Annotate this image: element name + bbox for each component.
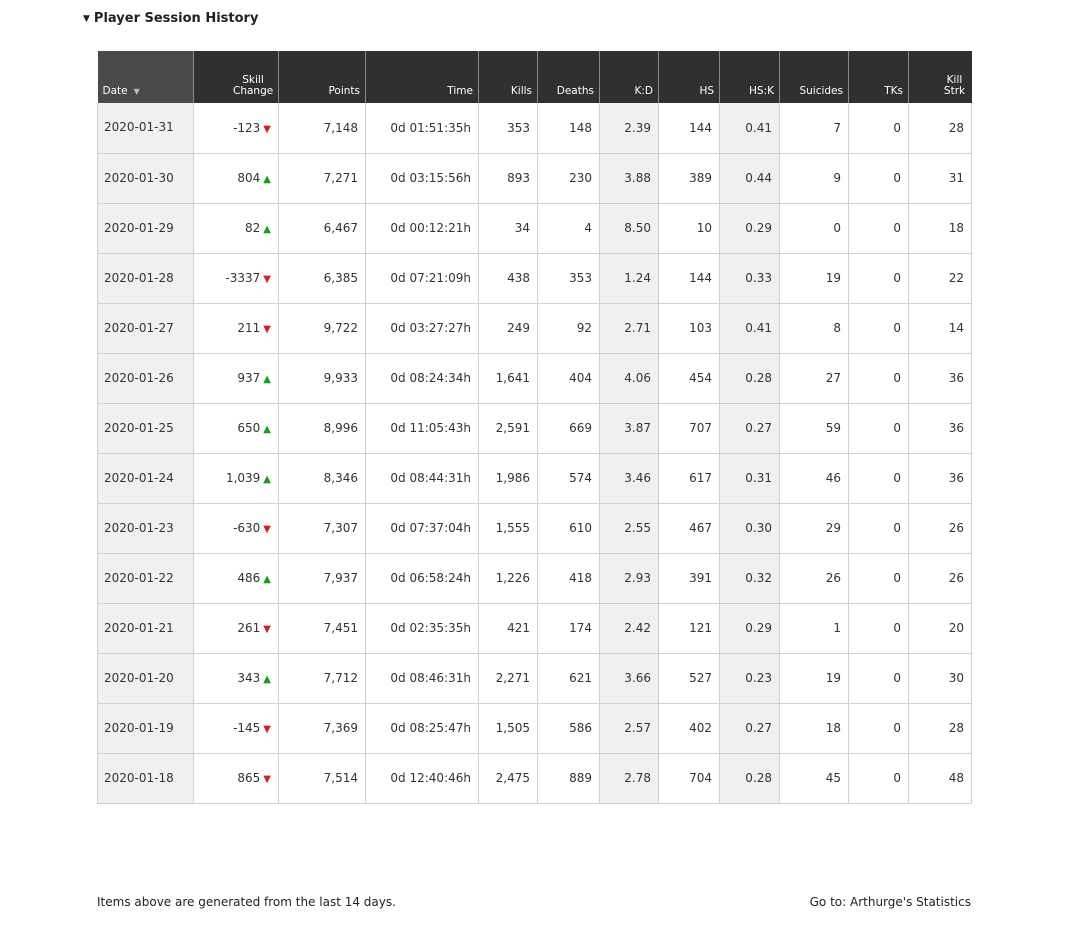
skill-change-value: 865 bbox=[237, 771, 261, 785]
cell-skill-change bbox=[194, 153, 279, 203]
cell-deaths: 174 bbox=[538, 603, 600, 653]
cell-kills: 1,505 bbox=[479, 703, 538, 753]
column-header-points[interactable]: Points bbox=[279, 51, 366, 103]
cell-hsk: 0.23 bbox=[720, 653, 780, 703]
arrow-down-icon: ▼ bbox=[263, 274, 271, 285]
cell-suicides: 45 bbox=[780, 753, 849, 803]
cell-time: 0d 08:24:34h bbox=[366, 353, 479, 403]
arrow-down-icon: ▼ bbox=[263, 774, 271, 785]
cell-suicides: 27 bbox=[780, 353, 849, 403]
cell-hsk: 0.30 bbox=[720, 503, 780, 553]
cell-kills: 2,271 bbox=[479, 653, 538, 703]
cell-suicides: 8 bbox=[780, 303, 849, 353]
cell-hsk: 0.32 bbox=[720, 553, 780, 603]
cell-points: 7,451 bbox=[279, 603, 366, 653]
cell-suicides: 9 bbox=[780, 153, 849, 203]
cell-kd: 2.71 bbox=[600, 303, 659, 353]
cell-kill-streak: 18 bbox=[909, 203, 972, 253]
cell-tks: 0 bbox=[849, 203, 909, 253]
cell-time: 0d 11:05:43h bbox=[366, 403, 479, 453]
cell-kill-streak: 36 bbox=[909, 403, 972, 453]
cell-suicides: 19 bbox=[780, 653, 849, 703]
skill-change-value: 343 bbox=[237, 671, 261, 685]
column-header-suicides[interactable]: Suicides bbox=[780, 51, 849, 103]
cell-deaths: 574 bbox=[538, 453, 600, 503]
skill-change-value: 82 bbox=[245, 221, 261, 235]
skill-change-value: 211 bbox=[237, 321, 261, 335]
cell-tks: 0 bbox=[849, 453, 909, 503]
cell-date: 2020-01-29 bbox=[98, 203, 194, 253]
column-header-kills[interactable]: Kills bbox=[479, 51, 538, 103]
cell-deaths: 404 bbox=[538, 353, 600, 403]
column-header-kill-streak[interactable]: Kill Strk bbox=[909, 51, 972, 103]
cell-time: 0d 08:25:47h bbox=[366, 703, 479, 753]
cell-points: 6,385 bbox=[279, 253, 366, 303]
cell-points: 7,712 bbox=[279, 653, 366, 703]
cell-kill-streak: 36 bbox=[909, 353, 972, 403]
table-row bbox=[98, 353, 972, 403]
cell-kills: 353 bbox=[479, 103, 538, 153]
cell-hs: 454 bbox=[659, 353, 720, 403]
cell-kills: 1,555 bbox=[479, 503, 538, 553]
triangle-down-icon: ▼ bbox=[83, 13, 90, 24]
cell-skill-change bbox=[194, 403, 279, 453]
cell-skill-change bbox=[194, 753, 279, 803]
cell-tks: 0 bbox=[849, 253, 909, 303]
sort-down-icon: ▼ bbox=[133, 87, 140, 96]
table-row bbox=[98, 753, 972, 803]
column-header-skill-change[interactable]: Skill Change bbox=[194, 51, 279, 103]
cell-suicides: 7 bbox=[780, 103, 849, 153]
cell-time: 0d 01:51:35h bbox=[366, 103, 479, 153]
cell-kills: 2,475 bbox=[479, 753, 538, 803]
cell-kill-streak: 20 bbox=[909, 603, 972, 653]
cell-deaths: 610 bbox=[538, 503, 600, 553]
cell-date: 2020-01-19 bbox=[98, 703, 194, 753]
column-header-kd[interactable]: K:D bbox=[600, 51, 659, 103]
cell-hs: 144 bbox=[659, 103, 720, 153]
cell-hs: 389 bbox=[659, 153, 720, 203]
cell-skill-change bbox=[194, 453, 279, 503]
cell-suicides: 0 bbox=[780, 203, 849, 253]
cell-tks: 0 bbox=[849, 703, 909, 753]
cell-hs: 144 bbox=[659, 253, 720, 303]
section-title: Player Session History bbox=[93, 11, 259, 26]
session-history-table bbox=[97, 51, 972, 804]
cell-date: 2020-01-26 bbox=[98, 353, 194, 403]
table-row bbox=[98, 253, 972, 303]
cell-hsk: 0.33 bbox=[720, 253, 780, 303]
cell-tks: 0 bbox=[849, 553, 909, 603]
player-statistics-link[interactable]: Arthurge's Statistics bbox=[849, 895, 971, 909]
cell-time: 0d 12:40:46h bbox=[366, 753, 479, 803]
cell-hsk: 0.27 bbox=[720, 403, 780, 453]
column-header-time[interactable]: Time bbox=[366, 51, 479, 103]
cell-hsk: 0.27 bbox=[720, 703, 780, 753]
cell-deaths: 148 bbox=[538, 103, 600, 153]
cell-hs: 391 bbox=[659, 553, 720, 603]
cell-deaths: 586 bbox=[538, 703, 600, 753]
cell-hs: 707 bbox=[659, 403, 720, 453]
cell-hs: 467 bbox=[659, 503, 720, 553]
cell-suicides: 1 bbox=[780, 603, 849, 653]
cell-kill-streak: 22 bbox=[909, 253, 972, 303]
cell-points: 7,271 bbox=[279, 153, 366, 203]
arrow-up-icon: ▲ bbox=[263, 424, 271, 435]
cell-points: 7,937 bbox=[279, 553, 366, 603]
cell-kd: 4.06 bbox=[600, 353, 659, 403]
table-row bbox=[98, 653, 972, 703]
cell-date: 2020-01-18 bbox=[98, 753, 194, 803]
cell-suicides: 18 bbox=[780, 703, 849, 753]
cell-hsk: 0.41 bbox=[720, 103, 780, 153]
cell-kills: 249 bbox=[479, 303, 538, 353]
cell-hsk: 0.29 bbox=[720, 603, 780, 653]
table-row bbox=[98, 403, 972, 453]
cell-time: 0d 07:21:09h bbox=[366, 253, 479, 303]
skill-change-value: 1,039 bbox=[225, 471, 261, 485]
cell-kill-streak: 28 bbox=[909, 703, 972, 753]
cell-suicides: 29 bbox=[780, 503, 849, 553]
table-row bbox=[98, 303, 972, 353]
column-header-hs[interactable]: HS bbox=[659, 51, 720, 103]
table-header-row bbox=[98, 51, 972, 103]
cell-deaths: 669 bbox=[538, 403, 600, 453]
cell-date: 2020-01-24 bbox=[98, 453, 194, 503]
skill-change-value: -3337 bbox=[225, 271, 261, 285]
cell-skill-change bbox=[194, 653, 279, 703]
cell-deaths: 4 bbox=[538, 203, 600, 253]
cell-date: 2020-01-21 bbox=[98, 603, 194, 653]
cell-skill-change bbox=[194, 353, 279, 403]
cell-time: 0d 03:27:27h bbox=[366, 303, 479, 353]
cell-date: 2020-01-30 bbox=[98, 153, 194, 203]
cell-tks: 0 bbox=[849, 653, 909, 703]
cell-hs: 10 bbox=[659, 203, 720, 253]
cell-kd: 3.46 bbox=[600, 453, 659, 503]
cell-hsk: 0.31 bbox=[720, 453, 780, 503]
cell-kill-streak: 14 bbox=[909, 303, 972, 353]
cell-kill-streak: 36 bbox=[909, 453, 972, 503]
cell-points: 9,722 bbox=[279, 303, 366, 353]
column-header-tks[interactable]: TKs bbox=[849, 51, 909, 103]
skill-change-value: 937 bbox=[237, 371, 261, 385]
cell-skill-change bbox=[194, 203, 279, 253]
cell-date: 2020-01-22 bbox=[98, 553, 194, 603]
cell-deaths: 621 bbox=[538, 653, 600, 703]
cell-kills: 2,591 bbox=[479, 403, 538, 453]
cell-skill-change bbox=[194, 103, 279, 153]
column-header-hsk[interactable]: HS:K bbox=[720, 51, 780, 103]
cell-tks: 0 bbox=[849, 103, 909, 153]
cell-suicides: 19 bbox=[780, 253, 849, 303]
skill-change-value: -123 bbox=[233, 120, 261, 135]
cell-time: 0d 06:58:24h bbox=[366, 553, 479, 603]
cell-points: 8,996 bbox=[279, 403, 366, 453]
table-body bbox=[98, 103, 972, 803]
table-row bbox=[98, 103, 972, 153]
column-header-date[interactable]: Date ▼ bbox=[98, 51, 194, 103]
table-row bbox=[98, 553, 972, 603]
cell-kills: 1,226 bbox=[479, 553, 538, 603]
arrow-up-icon: ▲ bbox=[263, 474, 271, 485]
cell-date: 2020-01-23 bbox=[98, 503, 194, 553]
cell-deaths: 418 bbox=[538, 553, 600, 603]
cell-suicides: 46 bbox=[780, 453, 849, 503]
cell-kill-streak: 28 bbox=[909, 103, 972, 153]
cell-kd: 2.78 bbox=[600, 753, 659, 803]
cell-kd: 2.55 bbox=[600, 503, 659, 553]
footer-note: Items above are generated from the last 14 days. bbox=[97, 895, 396, 909]
cell-hsk: 0.41 bbox=[720, 303, 780, 353]
cell-points: 7,369 bbox=[279, 703, 366, 753]
table-row bbox=[98, 603, 972, 653]
cell-kills: 1,641 bbox=[479, 353, 538, 403]
cell-tks: 0 bbox=[849, 153, 909, 203]
skill-change-value: 804 bbox=[237, 171, 261, 185]
arrow-down-icon: ▼ bbox=[263, 123, 271, 135]
table-row bbox=[98, 153, 972, 203]
cell-points: 8,346 bbox=[279, 453, 366, 503]
cell-date: 2020-01-27 bbox=[98, 303, 194, 353]
cell-time: 0d 07:37:04h bbox=[366, 503, 479, 553]
arrow-up-icon: ▲ bbox=[263, 574, 271, 585]
cell-kill-streak: 31 bbox=[909, 153, 972, 203]
cell-points: 6,467 bbox=[279, 203, 366, 253]
cell-hs: 704 bbox=[659, 753, 720, 803]
cell-kills: 34 bbox=[479, 203, 538, 253]
cell-tks: 0 bbox=[849, 303, 909, 353]
cell-points: 9,933 bbox=[279, 353, 366, 403]
footer-goto bbox=[810, 895, 971, 909]
cell-kd: 2.57 bbox=[600, 703, 659, 753]
cell-kd: 2.39 bbox=[600, 103, 659, 153]
goto-prefix: Go to: bbox=[809, 895, 850, 909]
cell-time: 0d 03:15:56h bbox=[366, 153, 479, 203]
cell-hs: 121 bbox=[659, 603, 720, 653]
cell-hs: 617 bbox=[659, 453, 720, 503]
skill-change-value: 261 bbox=[237, 621, 261, 635]
column-header-deaths[interactable]: Deaths bbox=[538, 51, 600, 103]
cell-points: 7,514 bbox=[279, 753, 366, 803]
cell-skill-change bbox=[194, 253, 279, 303]
cell-tks: 0 bbox=[849, 753, 909, 803]
skill-change-value: 650 bbox=[237, 421, 261, 435]
cell-kill-streak: 30 bbox=[909, 653, 972, 703]
cell-tks: 0 bbox=[849, 603, 909, 653]
cell-time: 0d 08:44:31h bbox=[366, 453, 479, 503]
arrow-up-icon: ▲ bbox=[263, 374, 271, 385]
cell-skill-change bbox=[194, 553, 279, 603]
cell-kills: 421 bbox=[479, 603, 538, 653]
cell-points: 7,148 bbox=[279, 103, 366, 153]
cell-kd: 3.87 bbox=[600, 403, 659, 453]
cell-time: 0d 02:35:35h bbox=[366, 603, 479, 653]
cell-hsk: 0.29 bbox=[720, 203, 780, 253]
arrow-down-icon: ▼ bbox=[263, 324, 271, 335]
cell-hs: 402 bbox=[659, 703, 720, 753]
cell-kd: 3.66 bbox=[600, 653, 659, 703]
cell-date: 2020-01-31 bbox=[98, 103, 194, 153]
cell-tks: 0 bbox=[849, 353, 909, 403]
section-toggle[interactable] bbox=[83, 11, 258, 26]
cell-kills: 893 bbox=[479, 153, 538, 203]
cell-kd: 3.88 bbox=[600, 153, 659, 203]
cell-hsk: 0.28 bbox=[720, 353, 780, 403]
cell-time: 0d 00:12:21h bbox=[366, 203, 479, 253]
cell-skill-change bbox=[194, 303, 279, 353]
cell-hsk: 0.28 bbox=[720, 753, 780, 803]
skill-change-value: -630 bbox=[233, 521, 261, 535]
cell-kill-streak: 26 bbox=[909, 503, 972, 553]
cell-kill-streak: 48 bbox=[909, 753, 972, 803]
cell-tks: 0 bbox=[849, 503, 909, 553]
cell-points: 7,307 bbox=[279, 503, 366, 553]
cell-date: 2020-01-25 bbox=[98, 403, 194, 453]
arrow-up-icon: ▲ bbox=[263, 224, 271, 235]
cell-tks: 0 bbox=[849, 403, 909, 453]
cell-hsk: 0.44 bbox=[720, 153, 780, 203]
arrow-down-icon: ▼ bbox=[263, 524, 271, 535]
cell-kd: 1.24 bbox=[600, 253, 659, 303]
arrow-down-icon: ▼ bbox=[263, 724, 271, 735]
cell-hs: 103 bbox=[659, 303, 720, 353]
table-row bbox=[98, 203, 972, 253]
table-row bbox=[98, 503, 972, 553]
skill-change-value: 486 bbox=[237, 571, 261, 585]
arrow-up-icon: ▲ bbox=[263, 674, 271, 685]
arrow-down-icon: ▼ bbox=[263, 624, 271, 635]
cell-deaths: 889 bbox=[538, 753, 600, 803]
skill-change-value: -145 bbox=[233, 721, 261, 735]
cell-kills: 438 bbox=[479, 253, 538, 303]
cell-hs: 527 bbox=[659, 653, 720, 703]
cell-deaths: 230 bbox=[538, 153, 600, 203]
cell-kd: 8.50 bbox=[600, 203, 659, 253]
cell-kills: 1,986 bbox=[479, 453, 538, 503]
cell-deaths: 353 bbox=[538, 253, 600, 303]
cell-kd: 2.42 bbox=[600, 603, 659, 653]
arrow-up-icon: ▲ bbox=[263, 174, 271, 185]
cell-skill-change bbox=[194, 503, 279, 553]
cell-deaths: 92 bbox=[538, 303, 600, 353]
cell-suicides: 26 bbox=[780, 553, 849, 603]
cell-date: 2020-01-20 bbox=[98, 653, 194, 703]
cell-skill-change bbox=[194, 703, 279, 753]
cell-suicides: 59 bbox=[780, 403, 849, 453]
cell-time: 0d 08:46:31h bbox=[366, 653, 479, 703]
table-row bbox=[98, 453, 972, 503]
cell-date: 2020-01-28 bbox=[98, 253, 194, 303]
table-row bbox=[98, 703, 972, 753]
cell-skill-change bbox=[194, 603, 279, 653]
cell-kd: 2.93 bbox=[600, 553, 659, 603]
cell-kill-streak: 26 bbox=[909, 553, 972, 603]
